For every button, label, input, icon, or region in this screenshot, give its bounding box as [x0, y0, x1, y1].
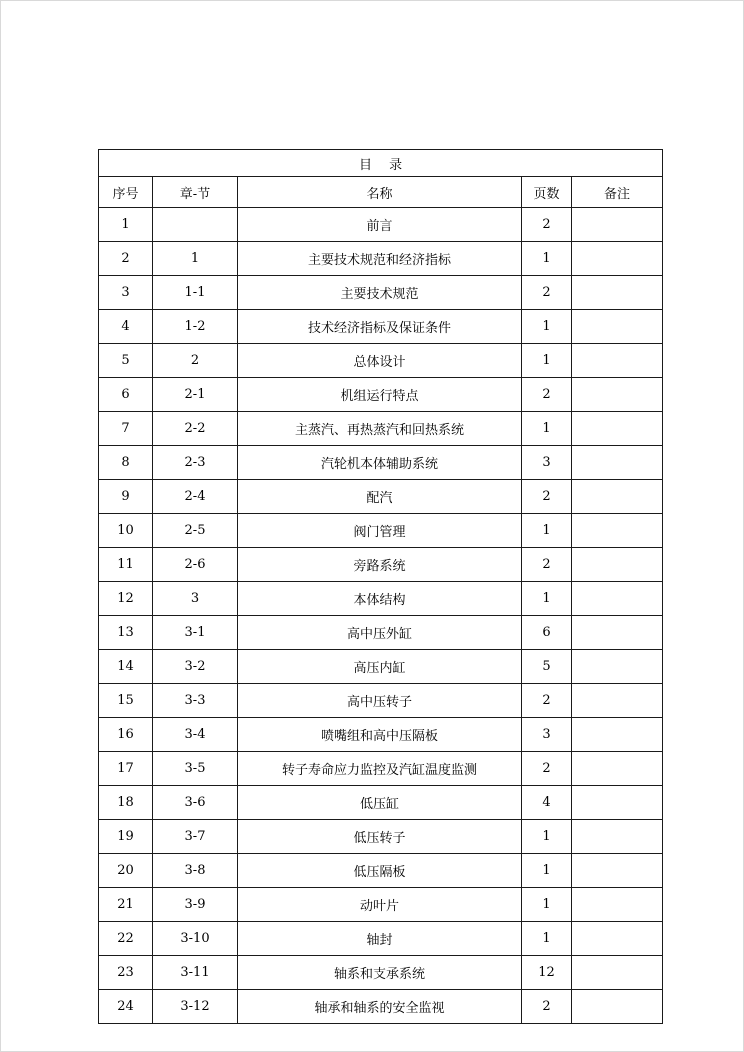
cell-chapter-section: 3-2 — [153, 650, 238, 684]
cell-remark — [572, 480, 663, 514]
table-row — [99, 684, 663, 718]
cell-chapter-section: 3-11 — [153, 956, 238, 990]
cell-name: 转子寿命应力监控及汽缸温度监测 — [238, 752, 522, 786]
table-row — [99, 412, 663, 446]
table-row — [99, 854, 663, 888]
cell-serial-number: 23 — [99, 956, 153, 990]
cell-serial-number: 2 — [99, 242, 153, 276]
table-row — [99, 480, 663, 514]
cell-page-count: 6 — [522, 616, 572, 650]
table-row — [99, 820, 663, 854]
cell-chapter-section: 3-3 — [153, 684, 238, 718]
table-title: 目 录 — [99, 150, 663, 177]
cell-chapter-section: 2-4 — [153, 480, 238, 514]
col-header-note: 备注 — [572, 177, 663, 208]
cell-serial-number: 22 — [99, 922, 153, 956]
cell-page-count: 3 — [522, 446, 572, 480]
cell-page-count: 2 — [522, 480, 572, 514]
cell-serial-number: 3 — [99, 276, 153, 310]
cell-remark — [572, 310, 663, 344]
cell-remark — [572, 786, 663, 820]
cell-serial-number: 6 — [99, 378, 153, 412]
cell-chapter-section: 3 — [153, 582, 238, 616]
cell-serial-number: 11 — [99, 548, 153, 582]
cell-name: 高中压外缸 — [238, 616, 522, 650]
cell-name: 高压内缸 — [238, 650, 522, 684]
cell-chapter-section: 3-4 — [153, 718, 238, 752]
table-row — [99, 786, 663, 820]
cell-remark — [572, 582, 663, 616]
cell-remark — [572, 820, 663, 854]
cell-page-count: 1 — [522, 344, 572, 378]
table-row — [99, 514, 663, 548]
cell-name: 高中压转子 — [238, 684, 522, 718]
cell-page-count: 2 — [522, 208, 572, 242]
table-row — [99, 718, 663, 752]
cell-remark — [572, 514, 663, 548]
table-row — [99, 208, 663, 242]
cell-serial-number: 16 — [99, 718, 153, 752]
cell-page-count: 1 — [522, 242, 572, 276]
table-row — [99, 888, 663, 922]
cell-serial-number: 20 — [99, 854, 153, 888]
cell-serial-number: 21 — [99, 888, 153, 922]
cell-remark — [572, 616, 663, 650]
table-title-row — [99, 150, 663, 177]
cell-serial-number: 24 — [99, 990, 153, 1024]
cell-page-count: 1 — [522, 514, 572, 548]
table-row — [99, 922, 663, 956]
cell-chapter-section: 1 — [153, 242, 238, 276]
cell-remark — [572, 412, 663, 446]
cell-name: 低压转子 — [238, 820, 522, 854]
table-row — [99, 548, 663, 582]
cell-remark — [572, 718, 663, 752]
cell-chapter-section: 2-5 — [153, 514, 238, 548]
cell-remark — [572, 208, 663, 242]
table-row — [99, 310, 663, 344]
cell-serial-number: 14 — [99, 650, 153, 684]
cell-chapter-section: 3-1 — [153, 616, 238, 650]
table-row — [99, 582, 663, 616]
cell-page-count: 3 — [522, 718, 572, 752]
cell-page-count: 1 — [522, 854, 572, 888]
cell-name: 主要技术规范 — [238, 276, 522, 310]
toc-table-body — [99, 208, 663, 1024]
cell-name: 总体设计 — [238, 344, 522, 378]
cell-page-count: 1 — [522, 820, 572, 854]
cell-page-count: 2 — [522, 276, 572, 310]
cell-chapter-section: 2-6 — [153, 548, 238, 582]
table-row — [99, 378, 663, 412]
cell-chapter-section: 2-1 — [153, 378, 238, 412]
cell-page-count: 2 — [522, 684, 572, 718]
table-row — [99, 990, 663, 1024]
cell-serial-number: 13 — [99, 616, 153, 650]
cell-chapter-section: 2 — [153, 344, 238, 378]
cell-remark — [572, 276, 663, 310]
table-row — [99, 276, 663, 310]
cell-name: 机组运行特点 — [238, 378, 522, 412]
cell-remark — [572, 548, 663, 582]
table-row — [99, 446, 663, 480]
cell-remark — [572, 650, 663, 684]
cell-chapter-section: 3-9 — [153, 888, 238, 922]
cell-serial-number: 18 — [99, 786, 153, 820]
cell-name: 旁路系统 — [238, 548, 522, 582]
cell-remark — [572, 378, 663, 412]
table-row — [99, 616, 663, 650]
cell-page-count: 1 — [522, 922, 572, 956]
cell-name: 汽轮机本体辅助系统 — [238, 446, 522, 480]
cell-serial-number: 9 — [99, 480, 153, 514]
cell-serial-number: 15 — [99, 684, 153, 718]
cell-remark — [572, 854, 663, 888]
cell-name: 低压隔板 — [238, 854, 522, 888]
col-header-pages: 页数 — [522, 177, 572, 208]
cell-page-count: 5 — [522, 650, 572, 684]
cell-page-count: 1 — [522, 888, 572, 922]
cell-remark — [572, 242, 663, 276]
cell-chapter-section: 3-10 — [153, 922, 238, 956]
cell-remark — [572, 344, 663, 378]
cell-serial-number: 12 — [99, 582, 153, 616]
cell-serial-number: 1 — [99, 208, 153, 242]
cell-serial-number: 7 — [99, 412, 153, 446]
cell-chapter-section: 2-2 — [153, 412, 238, 446]
cell-chapter-section: 3-6 — [153, 786, 238, 820]
cell-page-count: 2 — [522, 548, 572, 582]
col-header-name: 名称 — [238, 177, 522, 208]
cell-page-count: 1 — [522, 310, 572, 344]
cell-page-count: 2 — [522, 990, 572, 1024]
cell-page-count: 2 — [522, 378, 572, 412]
cell-name: 低压缸 — [238, 786, 522, 820]
cell-remark — [572, 752, 663, 786]
cell-remark — [572, 956, 663, 990]
cell-remark — [572, 684, 663, 718]
col-header-no: 序号 — [99, 177, 153, 208]
toc-table — [98, 149, 663, 1024]
cell-name: 轴封 — [238, 922, 522, 956]
cell-page-count: 2 — [522, 752, 572, 786]
cell-name: 主蒸汽、再热蒸汽和回热系统 — [238, 412, 522, 446]
cell-name: 技术经济指标及保证条件 — [238, 310, 522, 344]
cell-page-count: 1 — [522, 582, 572, 616]
cell-name: 阀门管理 — [238, 514, 522, 548]
col-header-section: 章-节 — [153, 177, 238, 208]
table-row — [99, 650, 663, 684]
cell-name: 本体结构 — [238, 582, 522, 616]
cell-serial-number: 17 — [99, 752, 153, 786]
cell-remark — [572, 990, 663, 1024]
cell-chapter-section: 3-7 — [153, 820, 238, 854]
cell-remark — [572, 888, 663, 922]
cell-name: 主要技术规范和经济指标 — [238, 242, 522, 276]
cell-page-count: 4 — [522, 786, 572, 820]
table-row — [99, 752, 663, 786]
cell-chapter-section: 1-1 — [153, 276, 238, 310]
cell-chapter-section: 2-3 — [153, 446, 238, 480]
cell-name: 前言 — [238, 208, 522, 242]
cell-chapter-section — [153, 208, 238, 242]
cell-name: 轴承和轴系的安全监视 — [238, 990, 522, 1024]
cell-chapter-section: 3-5 — [153, 752, 238, 786]
table-row — [99, 344, 663, 378]
cell-serial-number: 10 — [99, 514, 153, 548]
table-header-row — [99, 177, 663, 208]
cell-remark — [572, 922, 663, 956]
cell-name: 喷嘴组和高中压隔板 — [238, 718, 522, 752]
cell-serial-number: 4 — [99, 310, 153, 344]
cell-chapter-section: 3-12 — [153, 990, 238, 1024]
cell-name: 配汽 — [238, 480, 522, 514]
cell-name: 动叶片 — [238, 888, 522, 922]
table-row — [99, 242, 663, 276]
cell-name: 轴系和支承系统 — [238, 956, 522, 990]
cell-serial-number: 8 — [99, 446, 153, 480]
cell-serial-number: 5 — [99, 344, 153, 378]
cell-chapter-section: 3-8 — [153, 854, 238, 888]
cell-chapter-section: 1-2 — [153, 310, 238, 344]
cell-serial-number: 19 — [99, 820, 153, 854]
cell-page-count: 1 — [522, 412, 572, 446]
table-row — [99, 956, 663, 990]
cell-page-count: 12 — [522, 956, 572, 990]
cell-remark — [572, 446, 663, 480]
